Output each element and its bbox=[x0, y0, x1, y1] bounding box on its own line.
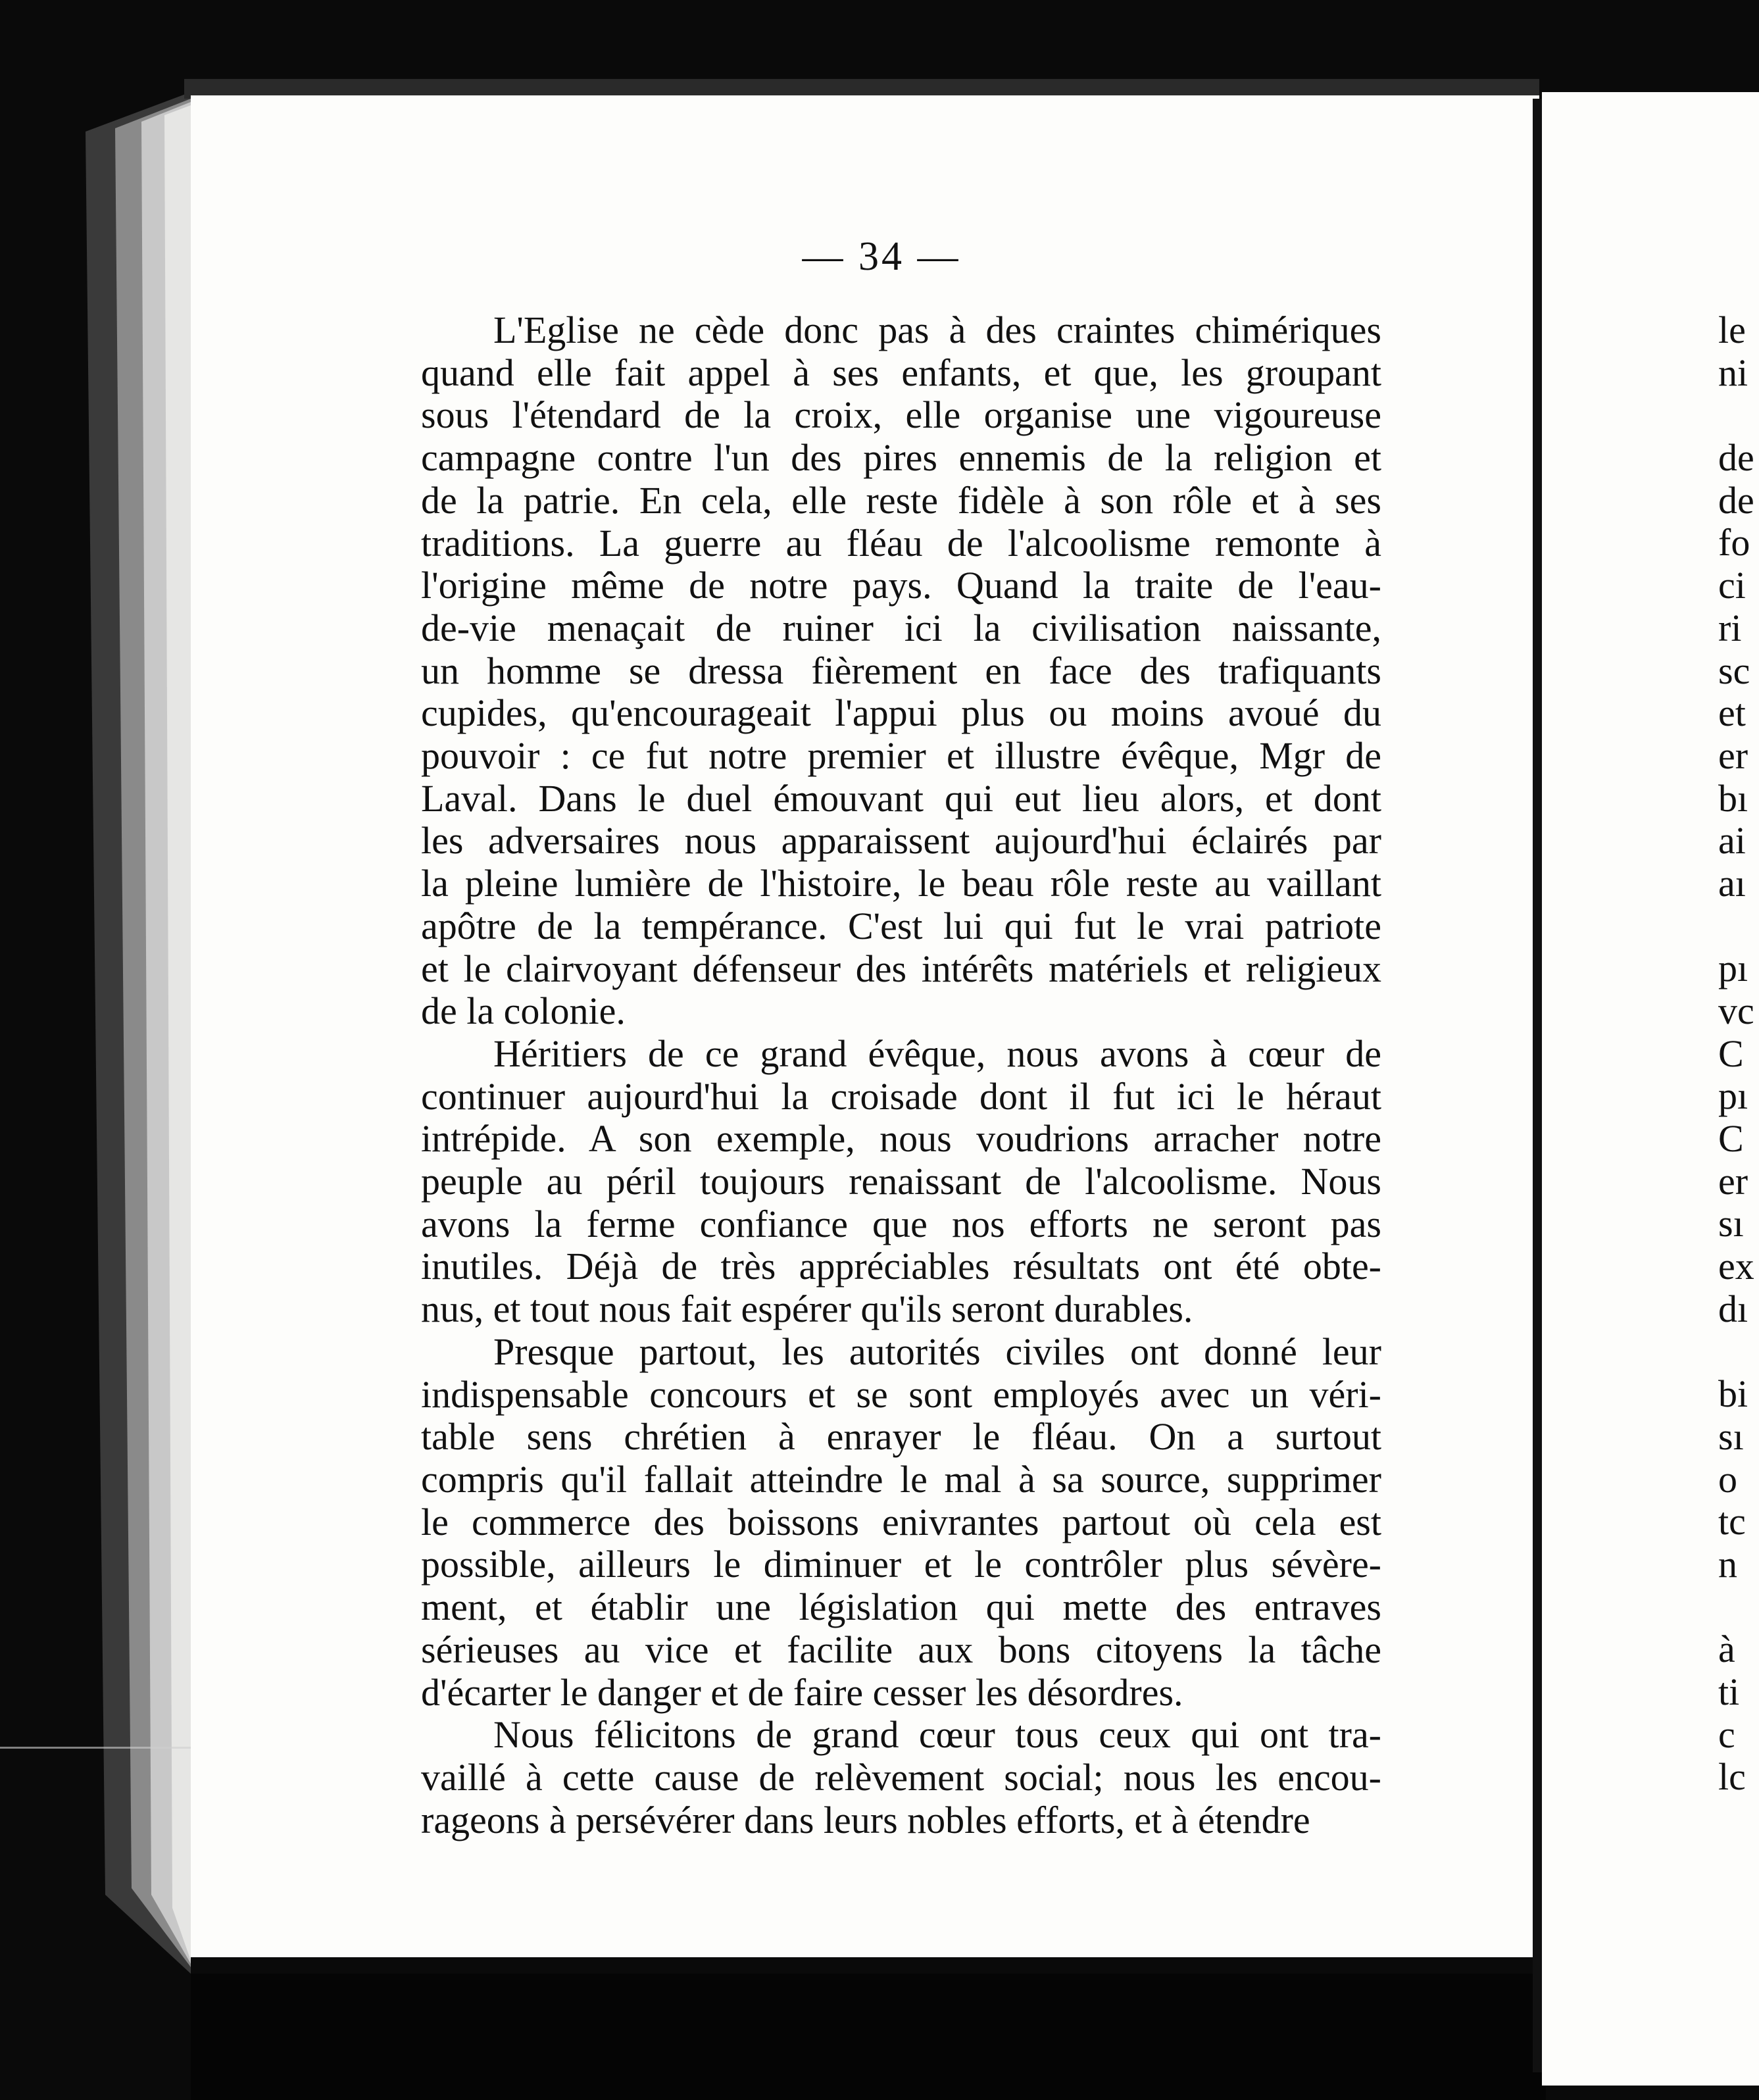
facing-page-fragment: n bbox=[1718, 1542, 1737, 1586]
text-line: la pleine lumière de l'histoire, le beau rôle reste au vaillant bbox=[421, 862, 1381, 905]
facing-page-fragment: fo bbox=[1718, 521, 1750, 564]
text-line: intrépide. A son exemple, nous voudrions arracher notre bbox=[421, 1117, 1381, 1161]
text-line: le commerce des boissons enivrantes partout où cela est bbox=[421, 1500, 1381, 1543]
facing-page-fragment: de bbox=[1718, 436, 1754, 480]
paragraph bbox=[421, 1331, 1381, 1714]
paragraph bbox=[421, 309, 1381, 1033]
text-line: inutiles. Déjà de très appréciables résultats ont été obte- bbox=[421, 1245, 1381, 1288]
text-line: traditions. La guerre au fléau de l'alcoolisme remonte à bbox=[421, 521, 1381, 564]
facing-page-fragment: ti bbox=[1718, 1670, 1740, 1713]
facing-page-fragment: er bbox=[1718, 1159, 1748, 1203]
text-line: Presque partout, les autorités civiles ont donné leur bbox=[493, 1330, 1381, 1373]
text-line: l'origine même de notre pays. Quand la traite de l'eau- bbox=[421, 564, 1381, 607]
facing-page-fragment: dı bbox=[1718, 1287, 1748, 1330]
facing-page-fragment: ri bbox=[1718, 606, 1742, 649]
text-line: apôtre de la tempérance. C'est lui qui fut le vrai patriote bbox=[421, 904, 1381, 947]
facing-page-fragment: lc bbox=[1718, 1755, 1746, 1799]
text-line: pouvoir : ce fut notre premier et illustre évêque, Mgr de bbox=[421, 734, 1381, 778]
facing-page-fragment: C bbox=[1718, 1032, 1744, 1075]
text-line: peuple au péril toujours renaissant de l'alcoolisme. Nous bbox=[421, 1160, 1381, 1203]
page-number: — 34 — bbox=[802, 234, 961, 279]
text-line: compris qu'il fallait atteindre le mal à sa source, supprimer bbox=[421, 1457, 1381, 1501]
facing-page-fragment: tc bbox=[1718, 1500, 1746, 1543]
facing-page-fragment bbox=[1718, 1586, 1747, 1629]
text-line: sous l'étendard de la croix, elle organise une vigoureuse bbox=[421, 393, 1381, 437]
text-line: de-vie menaçait de ruiner ici la civilisation naissante, bbox=[421, 606, 1381, 649]
facing-page-fragment: de bbox=[1718, 478, 1754, 522]
text-line: continuer aujourd'hui la croisade dont il fut ici le héraut bbox=[421, 1074, 1381, 1118]
text-line: Laval. Dans le duel émouvant qui eut lieu alors, et dont bbox=[421, 776, 1381, 820]
facing-page-fragment: C bbox=[1718, 1117, 1744, 1161]
facing-page-fragment: sı bbox=[1718, 1414, 1744, 1458]
facing-page-fragment: pı bbox=[1718, 1074, 1748, 1118]
facing-page-fragment: le bbox=[1718, 309, 1746, 351]
text-line: ment, et établir une législation qui mette des entraves bbox=[421, 1586, 1381, 1629]
facing-page-fragment: er bbox=[1718, 734, 1748, 777]
text-line: avons la ferme confiance que nos efforts ne seront pas bbox=[421, 1202, 1381, 1245]
facing-page-fragment: ci bbox=[1718, 564, 1746, 607]
facing-page-fragment: aı bbox=[1718, 861, 1746, 905]
facing-page-fragment: ni bbox=[1718, 351, 1748, 394]
text-line: les adversaires nous apparaissent aujourd'hui éclairés par bbox=[421, 819, 1381, 863]
text-line: Nous félicitons de grand cœur tous ceux qui ont tra- bbox=[493, 1713, 1381, 1757]
text-line: de la patrie. En cela, elle reste fidèle à son rôle et à ses bbox=[421, 478, 1381, 522]
facing-page-fragment: pı bbox=[1718, 947, 1748, 990]
text-line: vaillé à cette cause de relèvement social; nous les encou- bbox=[421, 1755, 1381, 1799]
facing-page-fragment: ex bbox=[1718, 1245, 1754, 1288]
facing-page-fragment: ai bbox=[1718, 819, 1746, 863]
facing-page-fragment: c bbox=[1718, 1713, 1735, 1756]
paragraph bbox=[421, 1714, 1381, 1841]
text-line: cupides, qu'encourageait l'appui plus ou moins avoué du bbox=[421, 691, 1381, 735]
facing-page-fragment bbox=[1718, 394, 1747, 437]
text-line: nus, et tout nous fait espérer qu'ils seront durables. bbox=[421, 1288, 1193, 1331]
text-line: de la colonie. bbox=[421, 989, 626, 1033]
text-line: table sens chrétien à enrayer le fléau. On a surtout bbox=[421, 1415, 1381, 1459]
facing-page-fragment: sı bbox=[1718, 1202, 1744, 1245]
facing-page-fragment: o bbox=[1718, 1457, 1737, 1501]
text-line: Héritiers de ce grand évêque, nous avons à cœur de bbox=[493, 1032, 1381, 1075]
book-gutter bbox=[1533, 99, 1542, 2072]
body-text bbox=[421, 309, 1381, 1841]
facing-page-fragment: à bbox=[1718, 1628, 1735, 1671]
facing-page-fragment: sc bbox=[1718, 649, 1750, 692]
text-line: rageons à persévérer dans leurs nobles efforts, et à étendre bbox=[421, 1798, 1310, 1841]
text-line: quand elle fait appel à ses enfants, et que, les groupant bbox=[421, 351, 1381, 394]
facing-page-fragment: vc bbox=[1718, 989, 1754, 1032]
text-line: sérieuses au vice et facilite aux bons citoyens la tâche bbox=[421, 1628, 1381, 1671]
paragraph bbox=[421, 1033, 1381, 1331]
text-line: campagne contre l'un des pires ennemis de la religion et bbox=[421, 436, 1381, 480]
facing-page-fragment: bi bbox=[1718, 1372, 1748, 1416]
text-line: un homme se dressa fièrement en face des trafiquants bbox=[421, 649, 1381, 692]
text-line: d'écarter le danger et de faire cesser les désordres. bbox=[421, 1670, 1183, 1714]
facing-page-text bbox=[1718, 309, 1754, 1799]
facing-page-fragment bbox=[1718, 1331, 1747, 1374]
facing-page-fragment: et bbox=[1718, 691, 1746, 735]
text-line: possible, ailleurs le diminuer et le contrôler plus sévère- bbox=[421, 1543, 1381, 1586]
text-line: L'Eglise ne cède donc pas à des craintes chimériques bbox=[493, 309, 1381, 351]
facing-page-fragment bbox=[1718, 905, 1747, 948]
facing-page-fragment: bı bbox=[1718, 776, 1748, 820]
text-line: indispensable concours et se sont employés avec un véri- bbox=[421, 1372, 1381, 1416]
text-line: et le clairvoyant défenseur des intérêts matériels et religieux bbox=[421, 947, 1381, 990]
